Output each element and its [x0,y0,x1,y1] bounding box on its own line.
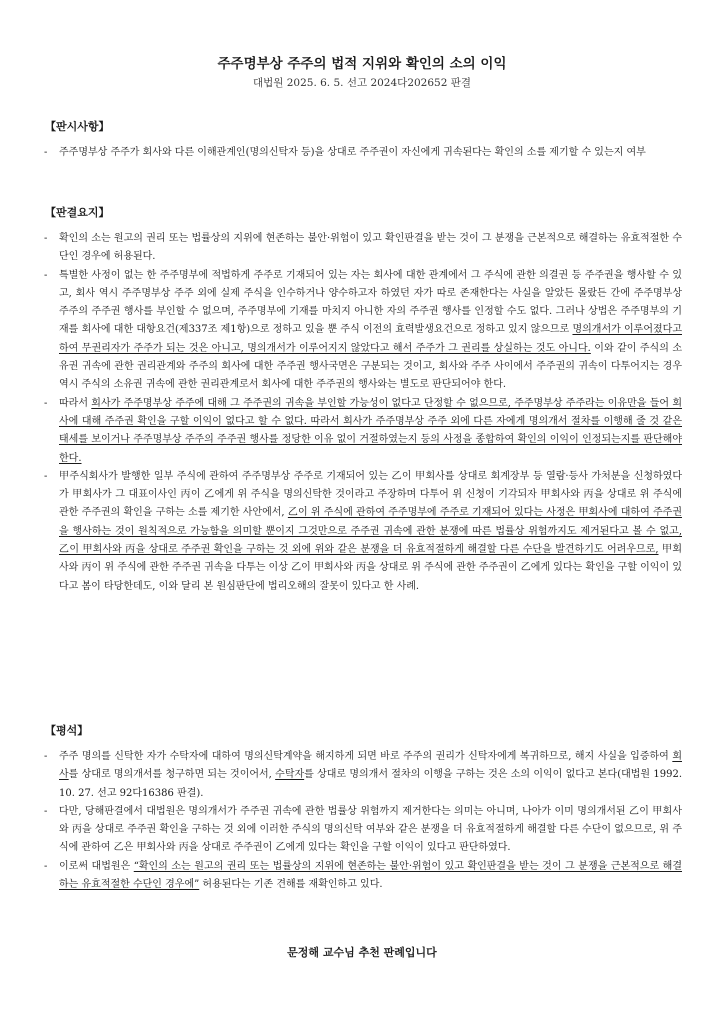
section-holding-body [42,230,682,596]
text-segment: 주주 명의를 신탁한 자가 수탁자에 대하여 명의신탁계약을 해지하게 되면 바로 주주의 권리가 신탁자에게 복귀하므로, 해지 사실을 입증하여 [59,751,673,762]
section-heading-commentary: 【평석】 [45,724,89,737]
commentary-item-2 [42,803,682,858]
commentary-item-3 [42,858,682,895]
text-segment: 甲주식회사가 발행한 일부 주식에 관하여 주주명부상 주주로 기재되어 있는 乙이 甲회사를 상대로 회계장부 등 열람·등사 가처분을 신청하였다가 甲회사가 그 대표이사인 丙이 乙에게 위 주식을 명의신탁한 것이라고 주장하며 다투어 위 신청이 기각되자 甲회사와 丙을 상대로 위 주식에 관한 주주권의 확인을 구하는 소를 제기한 사안에서, [59,470,682,519]
bullet-dash: - [44,805,48,817]
underlined-segment: 회사가 주주명부상 주주에 대해 그 주주권의 귀속을 부인할 가능성이 없다고 단정할 수 없으므로, 주주명부상 주주라는 이유만을 들어 회사에 대해 주주권 확인을 구할 이익이 없다고 할 수 없다. 따라서 회사가 주주명부상 주주 외에 다른 자에게 명의개서 절차를 이행해 줄 것 같은 태세를 보이거나 주주명부상 주주의 주주권 행사를 정당한 이유 없이 거절하였는지 등의 사정을 종합하여 확인의 이익이 인정되는지를 판단해야 한다. [59,397,682,464]
bullet-dash: - [44,233,48,244]
issue-item-1 [42,144,682,162]
section-heading-holding: 【판결요지】 [45,206,110,219]
text-segment: 허용된다는 기존 견해를 재확인하고 있다. [199,879,383,891]
bullet-dash: - [44,397,48,409]
underlined-segment: 乙이 위 주식에 관하여 주주명부에 주주로 기재되어 있다는 사정은 甲회사에 대하여 주주권을 행사하는 것이 원칙적으로 가능함을 의미할 뿐이지 그것만으로 주주권 귀속에 관한 분쟁에 따른 법률상 위험까지도 제거된다고 볼 수 없고, 乙이 甲회사와 丙을 상대로 주주권 확인을 구하는 것 외에 위와 같은 분쟁을 더 유효적절하게 해결할 다른 수단을 발견하기도 어려우므로, [59,507,682,556]
footer-note: 문정해 교수님 추천 판례입니다 [287,946,437,959]
underlined-segment: “확인의 소는 원고의 권리 또는 법률상의 지위에 현존하는 불안·위험이 있고 확인판결을 받는 것이 그 분쟁을 근본적으로 해결하는 유효적절한 수단인 경우에” [59,860,682,891]
holding-item-2 [42,267,682,395]
text-segment: 이로써 대법원은 [59,860,134,872]
text-segment: 따라서 [59,397,92,409]
underlined-segment: 회사 [59,751,682,781]
text-segment: 확인의 소는 원고의 권리 또는 법률상의 지위에 현존하는 불안·위험이 있고 확인판결을 받는 것이 그 분쟁을 근본적으로 해결하는 유효적절한 수단인 경우에 허용된다. [59,233,682,263]
holding-item-4 [42,468,682,596]
case-citation: 대법원 2025. 6. 5. 선고 2024다202652 판결 [252,77,472,89]
holding-item-1 [42,230,682,267]
text-segment: 특별한 사정이 없는 한 주주명부에 적법하게 주주로 기재되어 있는 자는 회사에 대한 관계에서 그 주식에 관한 의결권 등 주주권을 행사할 수 있고, 회사 역시 주주명부상 주주 외에 실제 주식을 인수하거나 양수하고자 하였던 자가 따로 존재한다는 사실을 알았든 몰랐든 간에 주주명부상 주주의 주주권 행사를 부인할 수 없으며, 주주명부에 기재를 마치지 아니한 자의 주주권 행사를 인정할 수도 없다. 그러나 상법은 주주명부의 기재를 회사에 대한 대항요건(제337조 제1항)으로 정하고 있을 뿐 주식 이전의 효력발생요건으로 정하고 있지 않으므로 [59,269,682,336]
section-commentary-body [42,748,682,894]
bullet-dash: - [44,269,48,281]
text-segment: 를 상대로 명의개서 절차의 이행을 구하는 것은 소의 이익이 없다고 본다(대법원 1992. 10. 27. 선고 92다16386 판결). [59,769,682,799]
underlined-segment: 수탁자 [275,769,305,781]
text-segment: 이와 같이 주식의 소유권 귀속에 관한 권리관계와 주주의 회사에 대한 주주권 행사국면은 구분되는 것이고, 회사와 주주 사이에서 주주권의 귀속이 다투어지는 경우 역시 주식의 소유권 귀속에 관한 권리관계로서 회사에 대한 주주권의 행사와는 별도로 판단되어야 한다. [59,342,682,391]
bullet-dash: - [44,470,48,482]
text-segment: 다만, 당해판결에서 대법원은 명의개서가 주주권 귀속에 관한 법률상 위험까지 제거한다는 의미는 아니며, 나아가 이미 명의개서된 乙이 甲회사와 丙을 상대로 주주권 확인을 구하는 것 외에 이러한 주식의 명의신탁 여부와 같은 분쟁을 더 유효적절하게 해결할 다른 수단이 없으므로, 위 주식에 관하여 乙은 甲회사와 丙을 상대로 주주권이 乙에게 있다는 확인을 구할 이익이 있다고 판단하였다. [59,805,682,854]
bullet-dash: - [44,147,48,158]
bullet-dash: - [44,751,48,762]
commentary-item-1 [42,748,682,803]
bullet-dash: - [44,860,48,872]
text-segment: 주주명부상 주주가 회사와 다른 이해관계인(명의신탁자 등)을 상대로 주주권이 자신에게 귀속된다는 확인의 소를 제기할 수 있는지 여부 [59,147,646,158]
text-segment: 甲회사와 丙이 위 주식에 관한 주주권 귀속을 다투는 이상 乙이 甲회사와 丙을 상대로 위 주식에 관한 주주권이 乙에게 있다는 확인을 구할 이익이 있다고 봄이 타당한데도, 이와 달리 본 원심판단에 법리오해의 잘못이 있다고 한 사례. [59,544,683,592]
section-issue-body [42,144,682,162]
text-segment: 를 상대로 명의개서를 청구하면 되는 것이어서, [68,769,276,781]
underlined-segment: 명의개서가 이루어졌다고 하여 무권리자가 주주가 되는 것은 아니고, 명의개서가 이루어지지 않았다고 해서 주주가 그 권리를 상실하는 것도 아니다. [59,324,682,354]
page-title: 주주명부상 주주의 법적 지위와 확인의 소의 이익 [217,56,507,72]
holding-item-3 [42,395,682,468]
section-heading-issue: 【판시사항】 [45,120,110,133]
